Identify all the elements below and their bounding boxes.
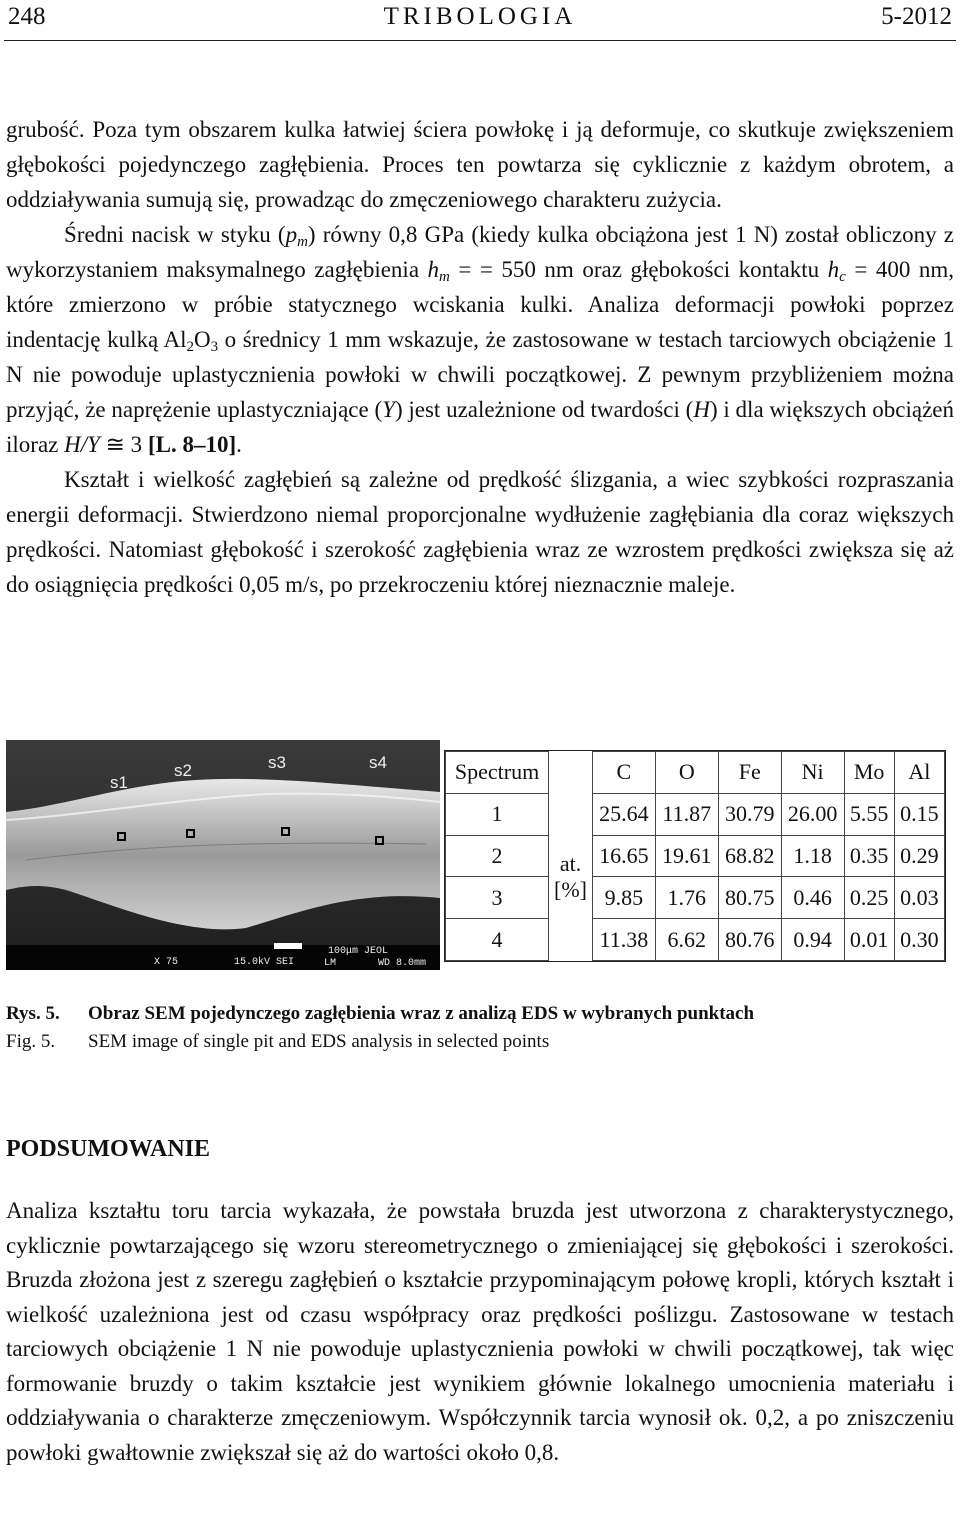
sem-wd: WD 8.0mm (378, 958, 427, 969)
table-header: C (592, 752, 655, 794)
table-header: Al (894, 752, 944, 794)
unit-cell: at. [%] (549, 793, 593, 960)
table-header: Ni (781, 752, 844, 794)
sem-label-s3: s3 (268, 753, 286, 772)
table-row: 1 at. [%] 25.64 11.87 30.79 26.00 5.55 0.15 (446, 793, 945, 835)
issue-number: 5-2012 (881, 3, 952, 30)
sem-label-s2: s2 (174, 761, 192, 780)
table-header: Fe (718, 752, 781, 794)
table-row: 2 16.65 19.61 68.82 1.18 0.35 0.29 (446, 835, 945, 877)
sem-label-s4: s4 (369, 753, 387, 772)
page-number: 248 (8, 3, 46, 30)
journal-title: TRIBOLOGIA (383, 3, 577, 30)
header-rule (4, 40, 956, 41)
table-row: 3 9.85 1.76 80.75 0.46 0.25 0.03 (446, 877, 945, 919)
summary-paragraph: Analiza kształtu toru tarcia wykazała, że powstała bruzda jest utworzona z charakterystycznego, cyklicznie powtarzającego się wzoru stereometrycznego o zmieniającej się głębokości i szerokości. Bruzda złożona jest z szeregu zagłębień o kształcie przypominającym połowę kropli, których kształt i wielkość uzależniona jest od czasu współpracy oraz prędkości poślizgu. Zastosowane w testach tarciowych obciążenie 1 N nie powoduje uplastycznienia powłoki w chwili początkowej, tak więc formowanie bruzdy o takim kształcie jest wynikiem głównie lokalnego umocnienia materiału i oddziaływania o charakterze zmęczeniowym. Współczynnik tarcia wynosił ok. 0,2, a po zniszczeniu powłoki gwałtownie zwiększał się aż do wartości około 0,8. (6, 1198, 954, 1465)
table-header-row (446, 752, 945, 794)
page-header (8, 0, 952, 34)
sem-image (6, 740, 440, 970)
table-row: 4 11.38 6.62 80.76 0.94 0.01 0.30 (446, 919, 945, 961)
eds-table (444, 750, 946, 962)
section-heading: PODSUMOWANIE (6, 1136, 211, 1162)
table-header: Spectrum (446, 752, 549, 794)
caption-english: Fig. 5. SEM image of single pit and EDS analysis in selected points (6, 1031, 550, 1052)
sem-voltage: 15.0kV SEI (234, 957, 295, 968)
sem-lm: LM (324, 958, 337, 969)
sem-scale: 100μm JEOL (328, 946, 389, 957)
sem-micrograph (6, 740, 440, 970)
sem-label-s1: s1 (110, 773, 128, 792)
caption-polish: Rys. 5. Obraz SEM pojedynczego zagłębienia wraz z analizą EDS w wybranych punktach (6, 1003, 755, 1024)
summary-text (6, 1194, 954, 1470)
sem-magnification: X 75 (154, 957, 179, 968)
paragraph-3: Kształt i wielkość zagłębień są zależne od prędkość ślizgania, a wiec szybkości rozpraszania energii deformacji. Stwierdzono niemal proporcjonalne wydłużenie zagłębiania dla coraz większych prędkości. Natomiast głębokość i szerokość zagłębienia wraz ze wzrostem prędkości zwiększa się aż do osiągnięcia prędkości 0,05 m/s, po przekroczeniu której nieznacznie maleje. (6, 467, 954, 597)
table-header: O (655, 752, 718, 794)
body-text-top (6, 112, 954, 602)
table-header: Mo (844, 752, 894, 794)
paragraph-2: Średni nacisk w styku $(p_m)$ równy 0,8 GPa (kiedy kulka obciążona jest 1 N) został obliczony z wykorzystaniem maksymalnego zagłębienia $h_m$ = = 550 nm oraz głębokości kontaktu $h_c = 400$ nm, które zmierzono w próbie statycznego wciskania kulki. Analiza deformacji powłoki poprzez indentację kulką $Al_2O_3$ o średnicy 1 mm wskazuje, że zastosowane w testach tarciowych obciążenie 1 N nie powoduje uplastycznienia powłoki w chwili początkowej. Z pewnym przybliżeniem można przyjąć, że naprężenie uplastyczniające (Y) jest uzależnione od twardości (H) i dla większych obciążeń iloraz H/Y ≅ 3 [L. 8–10]. (6, 222, 954, 457)
paragraph-1: grubość. Poza tym obszarem kulka łatwiej ściera powłokę i ją deformuje, co skutkuje zwiększeniem głębokości pojedynczego zagłębienia. Proces ten powtarza się cyklicznie z każdym obrotem, a oddziaływania sumują się, prowadząc do zmęczeniowego charakteru zużycia. (6, 117, 954, 212)
